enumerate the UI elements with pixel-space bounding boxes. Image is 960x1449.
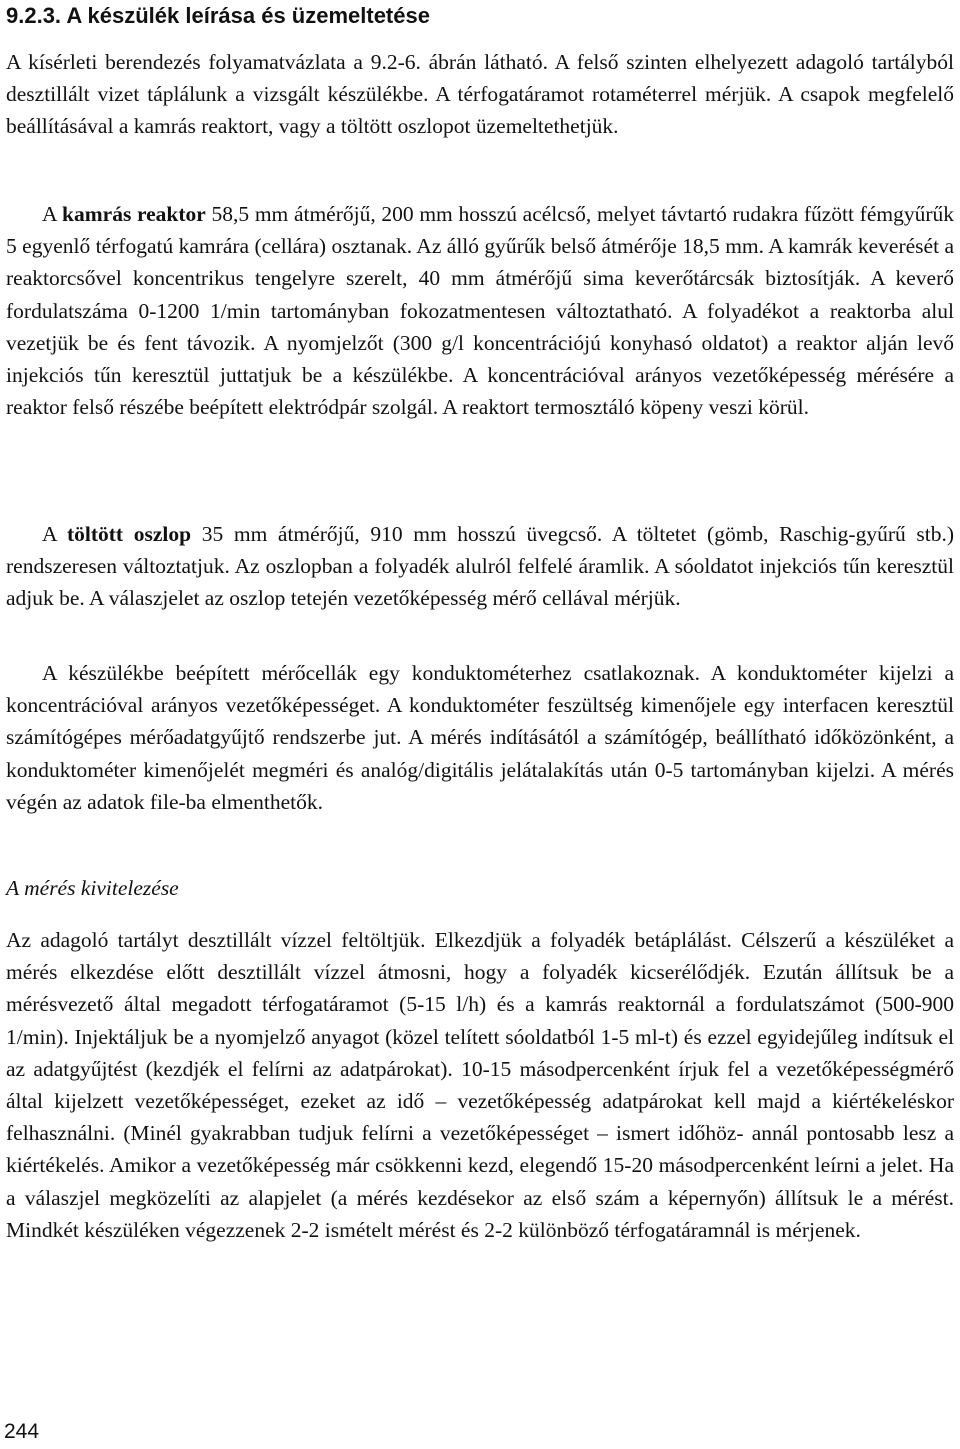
paragraph-intro: A kísérleti berendezés folyamatvázlata a 9.2-6. ábrán látható. A felső szinten elhelyezett adagoló tartályból desztillált vizet táplálunk a vizsgált készülékbe. A térfogatáramot rotaméterrel mérjük. A csapok megfelelő beállításával a kamrás reaktort, vagy a töltött oszlopot üzemeltethetjük. [6, 50, 954, 139]
section-heading: 9.2.3. A készülék leírása és üzemeltetése [6, 3, 430, 28]
paragraph-measurement-procedure: Az adagoló tartályt desztillált vízzel feltöltjük. Elkezdjük a folyadék betáplálást. Célszerű a készüléket a mérés elkezdése előtt desztillált vízzel átmosni, hogy a folyadék kicserélődjék. Ezután állítsuk be a mérésvezető által megadott térfogatáramot (5-15 l/h) és a kamrás reaktornál a fordulatszámot (500-900 1/min). Injektáljuk be a nyomjelző anyagot (közel telített sóoldatból 1-5 ml-t) és ezzel egyidejűleg indítsuk el az adatgyűjtést (kezdjék el felírni az adatpárokat). 10-15 másodpercenként írjuk fel a vezetőképességmérő által kijelzett vezetőképességet, ezeket az idő – vezetőképesség adatpárokat kell majd a kiértékeléskor felhasználni. (Minél gyakrabban tudjuk felírni a vezetőképességet – ismert időhöz- annál pontosabb lesz a kiértékelés. Amikor a vezetőképesség már csökkenni kezd, elegendő 15-20 másodpercenként leírni a jelet. Ha a válaszjel megközelíti az alapjelet (a mérés kezdésekor az első szám a képernyőn) állítsuk le a mérést. Mindkét készüléken végezzenek 2-2 ismételt mérést és 2-2 különböző térfogatáramnál is mérjenek. [6, 928, 954, 1242]
paragraph-text: A [42, 202, 63, 226]
bold-term-packed-column: töltött oszlop [66, 522, 192, 546]
paragraph-packed-column [6, 518, 954, 615]
paragraph-text: A [42, 522, 67, 546]
page-number: 244 [4, 1420, 40, 1443]
paragraph-text: 35 mm átmérőjű, 910 mm hosszú üvegcső. A töltetet (gömb, Raschig-gyűrű stb.) rendszeresen változtatjuk. Az oszlopban a folyadék alulról felfelé áramlik. A sóoldatot injekciós tűn keresztül adjuk be. A válaszjelet az oszlop tetején vezetőképesség mérő cellával mérjük. [6, 522, 955, 611]
paragraph-text: 58,5 mm átmérőjű, 200 mm hosszú acélcső, melyet távtartó rudakra fűzött fémgyűrűk 5 egyenlő térfogatú kamrára (cellára) osztanak. Az álló gyűrűk belső átmérője 18,5 mm. A kamrák keverését a reaktorcsővel koncentrikus tengelyre szerelt, 40 mm átmérőjű sima keverőtárcsák biztosítják. A keverő fordulatszáma 0-1200 1/min tartományban fokozatmentesen változtatható. A folyadékot a reaktorba alul vezetjük be és fent távozik. A nyomjelzőt (300 g/l koncentrációjú konyhasó oldatot) a reaktor alján levő injekciós tűn keresztül juttatjuk be a készülékbe. A koncentrációval arányos vezetőképesség mérésére a reaktor felső részébe beépített elektródpár szolgál. A reaktort termosztáló köpeny veszi körül. [6, 202, 954, 420]
paragraph-conductometer: A készülékbe beépített mérőcellák egy konduktométerhez csatlakoznak. A konduktométer kijelzi a koncentrációval arányos vezetőképességet. A konduktométer feszültség kimenőjele egy interfacen keresztül számítógépes mérőadatgyűjtő rendszerbe jut. A mérés indításától a számítógép, beállítható időközönként, a konduktométer kimenőjelét megméri és analóg/digitális jelátalakítás után 0-5 tartományban kijelzi. A mérés végén az adatok file-ba elmenthetők. [6, 661, 954, 814]
paragraph-chamber-reactor [6, 198, 954, 423]
subheading-measurement: A mérés kivitelezése [6, 876, 179, 900]
bold-term-chamber-reactor: kamrás reaktor [62, 202, 206, 226]
